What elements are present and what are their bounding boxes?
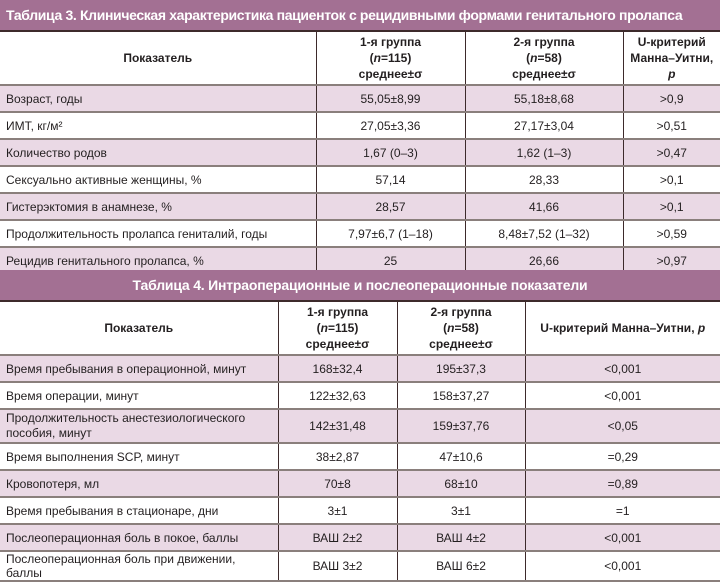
row-group1-value: 70±8 [278, 470, 397, 497]
row-group2-value: 8,48±7,52 (1–32) [465, 220, 623, 247]
n-value: =115) [380, 51, 412, 65]
row-group1-value: 28,57 [316, 193, 465, 220]
row-indicator: Количество родов [0, 139, 316, 166]
row-pvalue: >0,47 [623, 139, 720, 166]
n-value: =58) [454, 321, 479, 335]
header-indicator: Показатель [0, 32, 316, 85]
header-pvalue-line1: U-критерий [637, 35, 706, 49]
row-pvalue: >0,97 [623, 247, 720, 274]
table-row [0, 355, 720, 382]
row-group1-value: 57,14 [316, 166, 465, 193]
row-indicator: Время пребывания в стационаре, дни [0, 497, 278, 524]
table-row [0, 497, 720, 524]
row-group2-value: 159±37,76 [397, 409, 525, 443]
header-group2 [465, 32, 623, 85]
table-row [0, 409, 720, 443]
row-group2-value: 3±1 [397, 497, 525, 524]
row-group2-value: 55,18±8,68 [465, 85, 623, 112]
row-group2-value: 195±37,3 [397, 355, 525, 382]
header-pvalue-p: p [697, 321, 706, 335]
row-pvalue: >0,9 [623, 85, 720, 112]
row-group2-value: 1,62 (1–3) [465, 139, 623, 166]
table-row [0, 220, 720, 247]
row-indicator: Сексуально активные женщины, % [0, 166, 316, 193]
header-group1-n [323, 50, 459, 66]
n-symbol: n [530, 51, 538, 65]
row-pvalue: <0,05 [525, 409, 720, 443]
row-indicator: ИМТ, кг/м² [0, 112, 316, 139]
header-group1-stat: среднее±σ [305, 337, 370, 351]
row-pvalue: =1 [525, 497, 720, 524]
n-symbol: n [320, 321, 328, 335]
header-group1-label: 1-я группа [306, 305, 369, 319]
n-symbol: n [373, 51, 381, 65]
header-group1-stat: среднее±σ [358, 67, 423, 81]
table-4-header-row [0, 302, 720, 355]
row-group2-value: ВАШ 6±2 [397, 551, 525, 581]
row-group1-value: 1,67 (0–3) [316, 139, 465, 166]
row-pvalue: =0,89 [525, 470, 720, 497]
header-group1-label: 1-я группа [359, 35, 422, 49]
row-pvalue: >0,1 [623, 166, 720, 193]
table-row [0, 112, 720, 139]
row-group1-value: 168±32,4 [278, 355, 397, 382]
header-pvalue [525, 302, 720, 355]
row-group2-value: ВАШ 4±2 [397, 524, 525, 551]
n-open: ( [526, 51, 531, 65]
row-indicator: Время операции, минут [0, 382, 278, 409]
header-indicator: Показатель [0, 302, 278, 355]
row-indicator: Кровопотеря, мл [0, 470, 278, 497]
row-group2-value: 28,33 [465, 166, 623, 193]
table-row [0, 382, 720, 409]
header-group2-label: 2-я группа [513, 35, 575, 49]
header-group2 [397, 302, 525, 355]
row-pvalue: >0,51 [623, 112, 720, 139]
table-row [0, 166, 720, 193]
row-pvalue: >0,1 [623, 193, 720, 220]
header-group2-n [472, 50, 617, 66]
row-group1-value: 142±31,48 [278, 409, 397, 443]
row-group1-value: 25 [316, 247, 465, 274]
n-open: ( [443, 321, 448, 335]
table-row [0, 193, 720, 220]
table-3-header-row [0, 32, 720, 85]
row-group1-value: ВАШ 2±2 [278, 524, 397, 551]
row-indicator: Послеоперационная боль при движении, баллы [0, 551, 278, 581]
header-group2-stat: среднее±σ [429, 337, 493, 351]
row-group2-value: 158±37,27 [397, 382, 525, 409]
row-pvalue: <0,001 [525, 382, 720, 409]
row-group1-value: 38±2,87 [278, 443, 397, 470]
n-open: ( [316, 321, 321, 335]
row-pvalue: >0,59 [623, 220, 720, 247]
row-indicator: Продолжительность пролапса гениталий, годы [0, 220, 316, 247]
table-row [0, 139, 720, 166]
row-indicator: Возраст, годы [0, 85, 316, 112]
header-pvalue-text: U-критерий Манна–Уитни, [540, 321, 698, 335]
row-pvalue: <0,001 [525, 524, 720, 551]
row-indicator: Время пребывания в операционной, минут [0, 355, 278, 382]
row-group2-value: 27,17±3,04 [465, 112, 623, 139]
table-3 [0, 0, 720, 275]
n-value: =115) [327, 321, 359, 335]
row-group2-value: 26,66 [465, 247, 623, 274]
header-group2-stat: среднее±σ [512, 67, 576, 81]
row-indicator: Время выполнения SCP, минут [0, 443, 278, 470]
row-pvalue: <0,001 [525, 355, 720, 382]
header-group1-n [285, 320, 391, 336]
table-4 [0, 270, 720, 582]
row-group1-value: 27,05±3,36 [316, 112, 465, 139]
header-pvalue-line2: Манна–Уитни, [630, 51, 714, 65]
row-indicator: Рецидив генитального пролапса, % [0, 247, 316, 274]
n-value: =58) [537, 51, 562, 65]
row-indicator: Гистерэктомия в анамнезе, % [0, 193, 316, 220]
table-3-title: Таблица 3. Клиническая характеристика пациенток с рецидивными формами генитального пролапса [0, 0, 720, 32]
header-group2-n [404, 320, 519, 336]
header-pvalue [623, 32, 720, 85]
header-group1 [316, 32, 465, 85]
table-4-grid [0, 302, 720, 582]
row-group1-value: 7,97±6,7 (1–18) [316, 220, 465, 247]
row-group2-value: 68±10 [397, 470, 525, 497]
header-pvalue-line3: p [668, 67, 676, 81]
row-indicator: Послеоперационная боль в покое, баллы [0, 524, 278, 551]
row-group2-value: 47±10,6 [397, 443, 525, 470]
table-row [0, 551, 720, 581]
table-row [0, 470, 720, 497]
row-pvalue: =0,29 [525, 443, 720, 470]
table-row [0, 524, 720, 551]
row-pvalue: <0,001 [525, 551, 720, 581]
row-group1-value: ВАШ 3±2 [278, 551, 397, 581]
row-indicator: Продолжительность анестезиологического пособия, минут [0, 409, 278, 443]
header-group2-label: 2-я группа [430, 305, 492, 319]
row-group2-value: 41,66 [465, 193, 623, 220]
row-group1-value: 55,05±8,99 [316, 85, 465, 112]
n-open: ( [369, 51, 374, 65]
table-row [0, 443, 720, 470]
table-row [0, 85, 720, 112]
table-3-grid [0, 32, 720, 275]
header-group1 [278, 302, 397, 355]
table-4-title: Таблица 4. Интраоперационные и послеоперационные показатели [0, 270, 720, 302]
row-group1-value: 3±1 [278, 497, 397, 524]
row-group1-value: 122±32,63 [278, 382, 397, 409]
n-symbol: n [447, 321, 455, 335]
